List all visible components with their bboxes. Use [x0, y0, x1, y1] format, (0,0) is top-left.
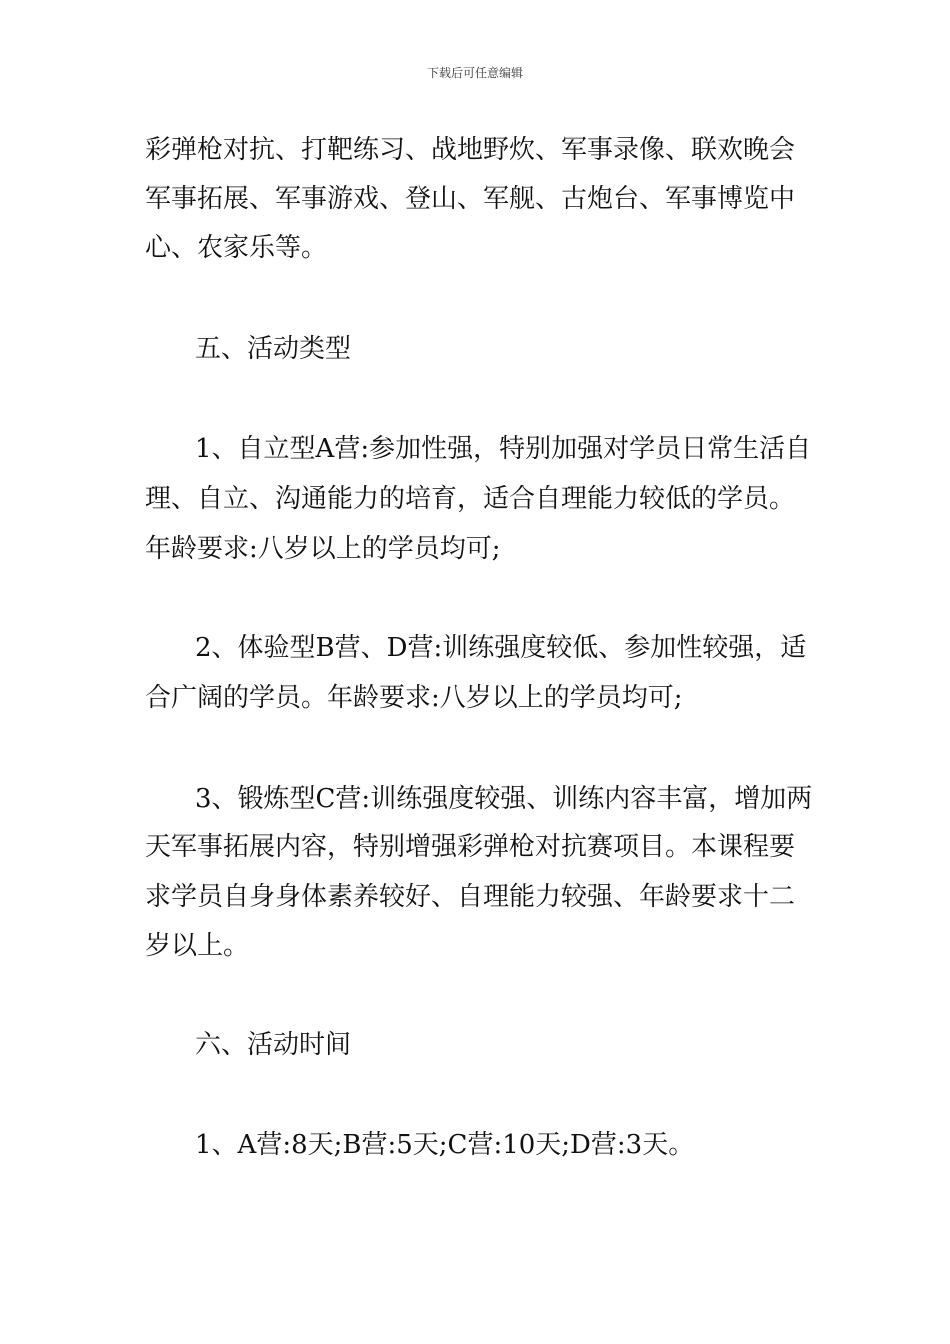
body-text-line: 1、A营:8天;B营:5天;C营:10天;D营:3天。 [195, 1130, 695, 1160]
body-text-line: 3、锻炼型C营:训练强度较强、训练内容丰富，增加两 [195, 784, 813, 814]
body-text-line: 天军事拓展内容，特别增强彩弹枪对抗赛项目。本课程要 [145, 832, 796, 862]
section-heading: 六、活动时间 [195, 1030, 352, 1060]
body-text-line: 岁以上。 [145, 931, 250, 961]
body-text-line: 2、体验型B营、D营:训练强度较低、参加性较强，适 [195, 633, 807, 663]
body-text-line: 军事拓展、军事游戏、登山、军舰、古炮台、军事博览中 [145, 184, 796, 214]
body-text-line: 合广阔的学员。年龄要求:八岁以上的学员均可; [145, 683, 683, 713]
section-heading: 五、活动类型 [195, 334, 352, 364]
body-text-line: 理、自立、沟通能力的培育，适合自理能力较低的学员。 [145, 484, 796, 514]
body-text-line: 心、农家乐等。 [145, 233, 328, 263]
body-text-line: 1、自立型A营:参加性强，特别加强对学员日常生活自 [195, 434, 812, 464]
body-text-line: 年龄要求:八岁以上的学员均可; [145, 534, 501, 564]
body-text-line: 求学员自身身体素养较好、自理能力较强、年龄要求十二 [145, 882, 796, 912]
header-note: 下载后可任意编辑 [426, 66, 523, 80]
body-text-line: 彩弹枪对抗、打靶练习、战地野炊、军事录像、联欢晚会 [145, 135, 796, 165]
